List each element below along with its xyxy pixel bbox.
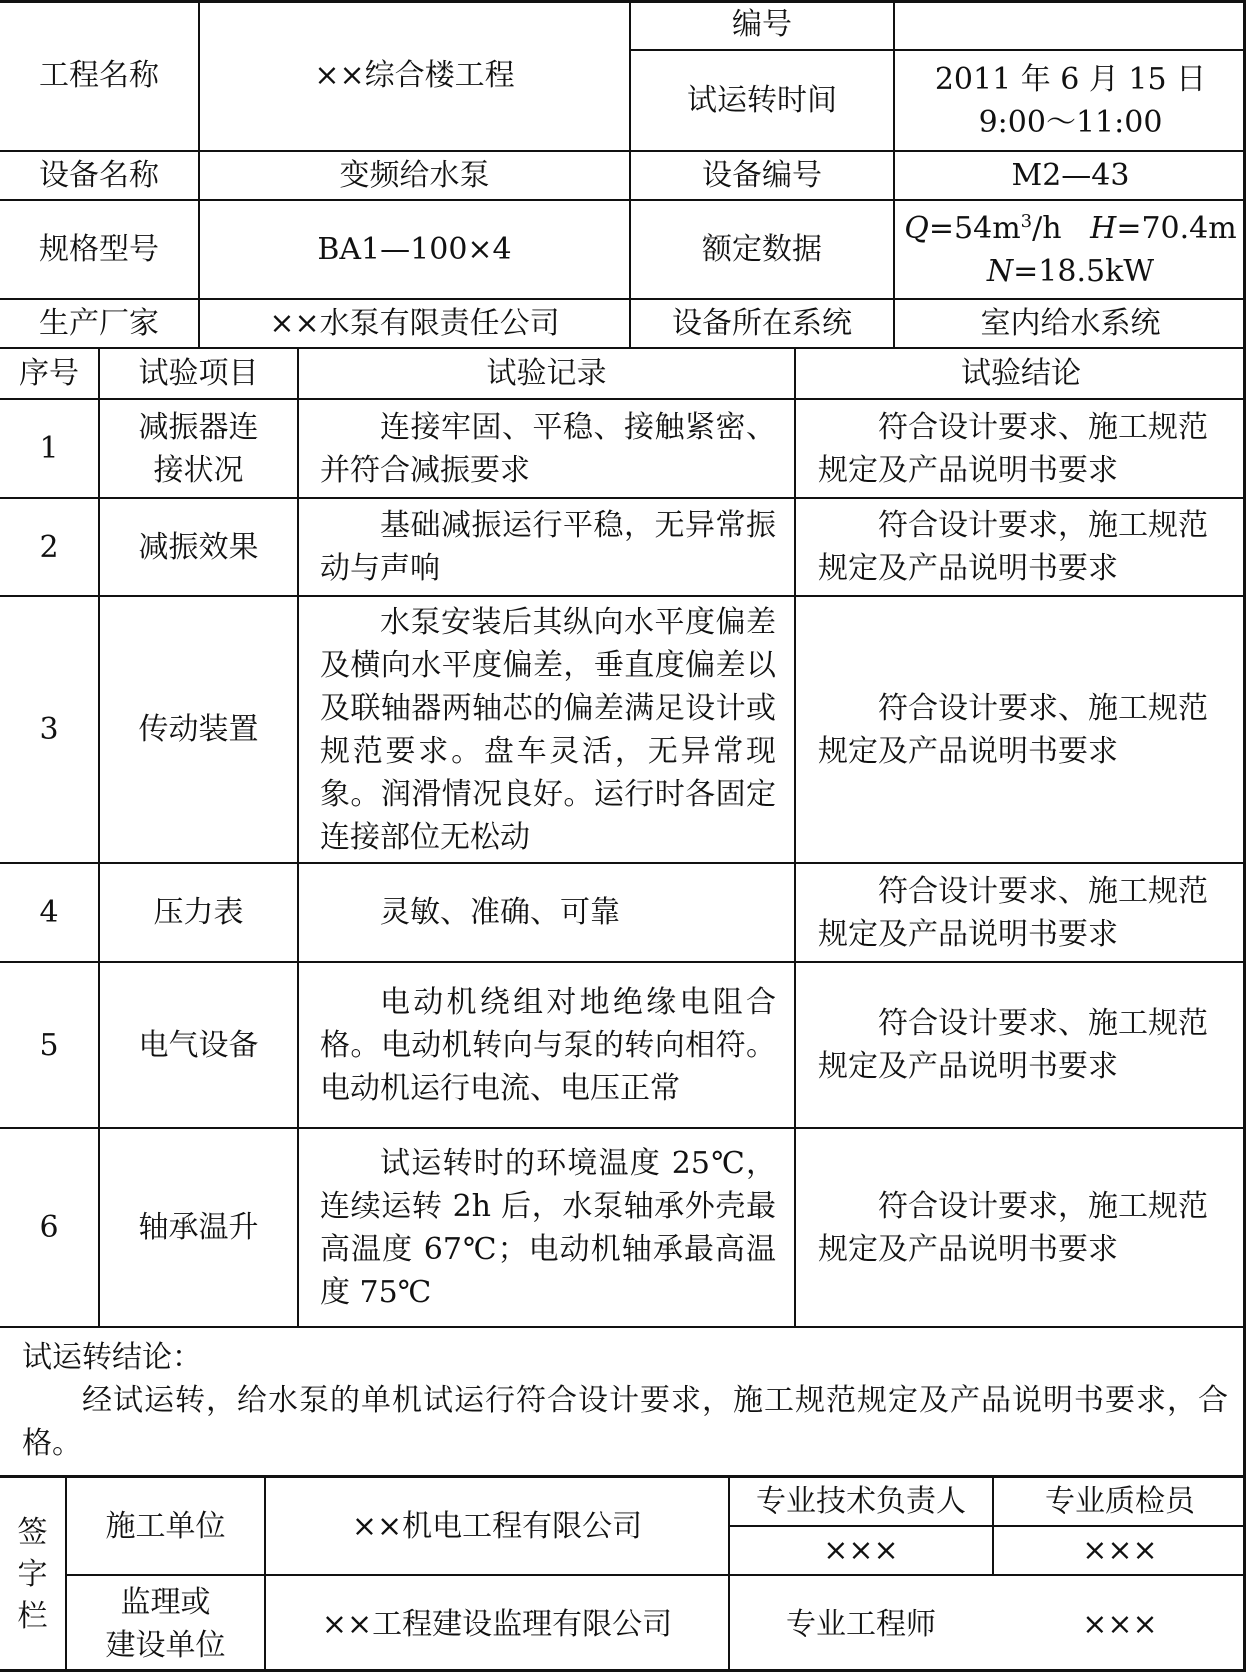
row-2-result [818, 499, 1228, 595]
row-6-result [818, 1129, 1228, 1326]
supervision-unit-value: ××工程建设监理有限公司 [321, 1606, 673, 1642]
trial-time-value [895, 51, 1246, 150]
qc-label: 专业质检员 [1045, 1484, 1195, 1519]
trial-time-label: 试运转时间 [687, 83, 837, 118]
signature-label-char-3: 栏 [17, 1599, 48, 1634]
number-label: 编号 [732, 7, 792, 42]
row-1-item-line1: 减振器连 [138, 409, 259, 445]
grid-line [0, 1326, 1246, 1328]
row-1-item [100, 400, 297, 497]
construction-unit-label: 施工单位 [105, 1508, 226, 1544]
rated-data-label: 额定数据 [702, 232, 822, 267]
row-4-result [818, 864, 1228, 961]
system-label: 设备所在系统 [672, 306, 852, 341]
supervision-label-line1: 监理或 [120, 1585, 211, 1620]
tech-lead-signature: ××× [823, 1533, 899, 1568]
row-4-result-text: 符合设计要求、施工规范规定及产品说明书要求 [818, 873, 1208, 952]
col-header-record: 试验记录 [486, 356, 607, 391]
conclusion-text: 经试运转，给水泵的单机试运行符合设计要求，施工规范规定及产品说明书要求，合格。 [22, 1383, 1228, 1461]
row-2-no: 2 [39, 529, 59, 565]
rated-n-symbol: N [986, 253, 1014, 289]
system-value: 室内给水系统 [980, 306, 1161, 341]
row-2-result-text: 符合设计要求，施工规范规定及产品说明书要求 [818, 508, 1208, 586]
rated-q-exponent: 3 [1020, 210, 1033, 232]
row-5-no: 5 [39, 1027, 59, 1063]
row-6-item: 轴承温升 [138, 1210, 259, 1245]
col-header-item: 试验项目 [138, 356, 259, 391]
row-5-result-text: 符合设计要求、施工规范规定及产品说明书要求 [818, 1006, 1208, 1084]
row-1-result-text: 符合设计要求、施工规范规定及产品说明书要求 [818, 409, 1208, 488]
row-6-no: 6 [39, 1210, 59, 1245]
signature-label-char-2: 字 [17, 1557, 48, 1592]
project-name-value: ××综合楼工程 [314, 57, 515, 93]
row-4-record [320, 864, 776, 961]
row-2-item: 减振效果 [138, 529, 259, 565]
project-name-label: 工程名称 [39, 57, 159, 93]
conclusion-label: 试运转结论： [22, 1340, 202, 1375]
signature-label-char-1: 签 [17, 1515, 48, 1550]
row-1-result [818, 400, 1228, 497]
rated-data-value [895, 201, 1246, 298]
qc-signature: ××× [1082, 1533, 1158, 1568]
equipment-name-value: 变频给水泵 [339, 158, 490, 193]
rated-n-value: =18.5kW [1013, 253, 1155, 289]
row-6-result-text: 符合设计要求，施工规范规定及产品说明书要求 [818, 1188, 1208, 1267]
construction-unit-value: ××机电工程有限公司 [351, 1508, 643, 1544]
row-6-record [320, 1129, 776, 1326]
row-5-record [320, 963, 776, 1127]
engineer-label: 专业工程师 [786, 1606, 936, 1642]
row-3-result-text: 符合设计要求、施工规范规定及产品说明书要求 [818, 690, 1208, 769]
row-5-item: 电气设备 [138, 1027, 259, 1063]
engineer-signature: ××× [1082, 1606, 1158, 1642]
rated-q-value: =54m [928, 210, 1021, 246]
row-6-record-text: 试运转时的环境温度 25℃，连续运转 2h 后，水泵轴承外壳最高温度 67℃；电动机轴承最高温度 75℃ [320, 1145, 776, 1310]
row-2-record [320, 499, 776, 595]
row-4-item: 压力表 [153, 895, 244, 930]
supervision-label-line2: 建设单位 [105, 1628, 226, 1663]
col-header-result: 试验结论 [961, 356, 1081, 391]
equipment-no-value: M2—43 [1011, 158, 1130, 193]
grid-line [794, 348, 796, 1327]
rated-q-unit: /h [1032, 210, 1062, 246]
conclusion-block [22, 1336, 1228, 1465]
trial-time-range: 9:00～11:00 [978, 104, 1163, 140]
row-3-result [818, 597, 1228, 862]
tech-lead-label: 专业技术负责人 [756, 1484, 966, 1519]
model-label: 规格型号 [39, 232, 159, 267]
equipment-no-label: 设备编号 [702, 158, 822, 193]
trial-time-date: 2011 年 6 月 15 日 [934, 61, 1207, 97]
rated-h-value: =70.4m [1116, 210, 1237, 246]
row-4-no: 4 [39, 895, 59, 930]
maker-value: ××水泵有限责任公司 [269, 306, 560, 341]
row-3-no: 3 [39, 712, 59, 747]
maker-label: 生产厂家 [39, 306, 159, 341]
rated-n-line [904, 250, 1236, 293]
rated-q-symbol: Q [904, 210, 929, 246]
model-value: BA1—100×4 [317, 232, 512, 267]
row-3-item: 传动装置 [138, 712, 259, 747]
supervision-unit-label [67, 1576, 264, 1672]
rated-q-h-line [904, 207, 1236, 250]
row-1-no: 1 [39, 431, 59, 466]
col-header-no: 序号 [19, 356, 79, 391]
rated-h-symbol: H [1090, 210, 1117, 246]
row-5-result [818, 963, 1228, 1127]
equipment-name-label: 设备名称 [39, 158, 159, 193]
row-1-item-line2: 接状况 [153, 452, 244, 488]
signature-section-label [0, 1478, 65, 1672]
row-4-record-text: 灵敏、准确、可靠 [380, 895, 620, 930]
row-1-record-text: 连接牢固、平稳、接触紧密、并符合减振要求 [320, 409, 776, 488]
row-5-record-text: 电动机绕组对地绝缘电阻合格。电动机转向与泵的转向相符。电动机运行电流、电压正常 [320, 984, 776, 1106]
row-1-record [320, 400, 776, 497]
row-2-record-text: 基础减振运行平稳，无异常振动与声响 [320, 508, 776, 586]
row-3-record-text: 水泵安装后其纵向水平度偏差及横向水平度偏差，垂直度偏差以及联轴器两轴芯的偏差满足设计或规范要求。盘车灵活，无异常现象。润滑情况良好。运行时各固定连接部位无松动 [320, 604, 776, 855]
number-value [895, 0, 1246, 49]
row-3-record [320, 597, 776, 862]
grid-line [297, 348, 299, 1327]
